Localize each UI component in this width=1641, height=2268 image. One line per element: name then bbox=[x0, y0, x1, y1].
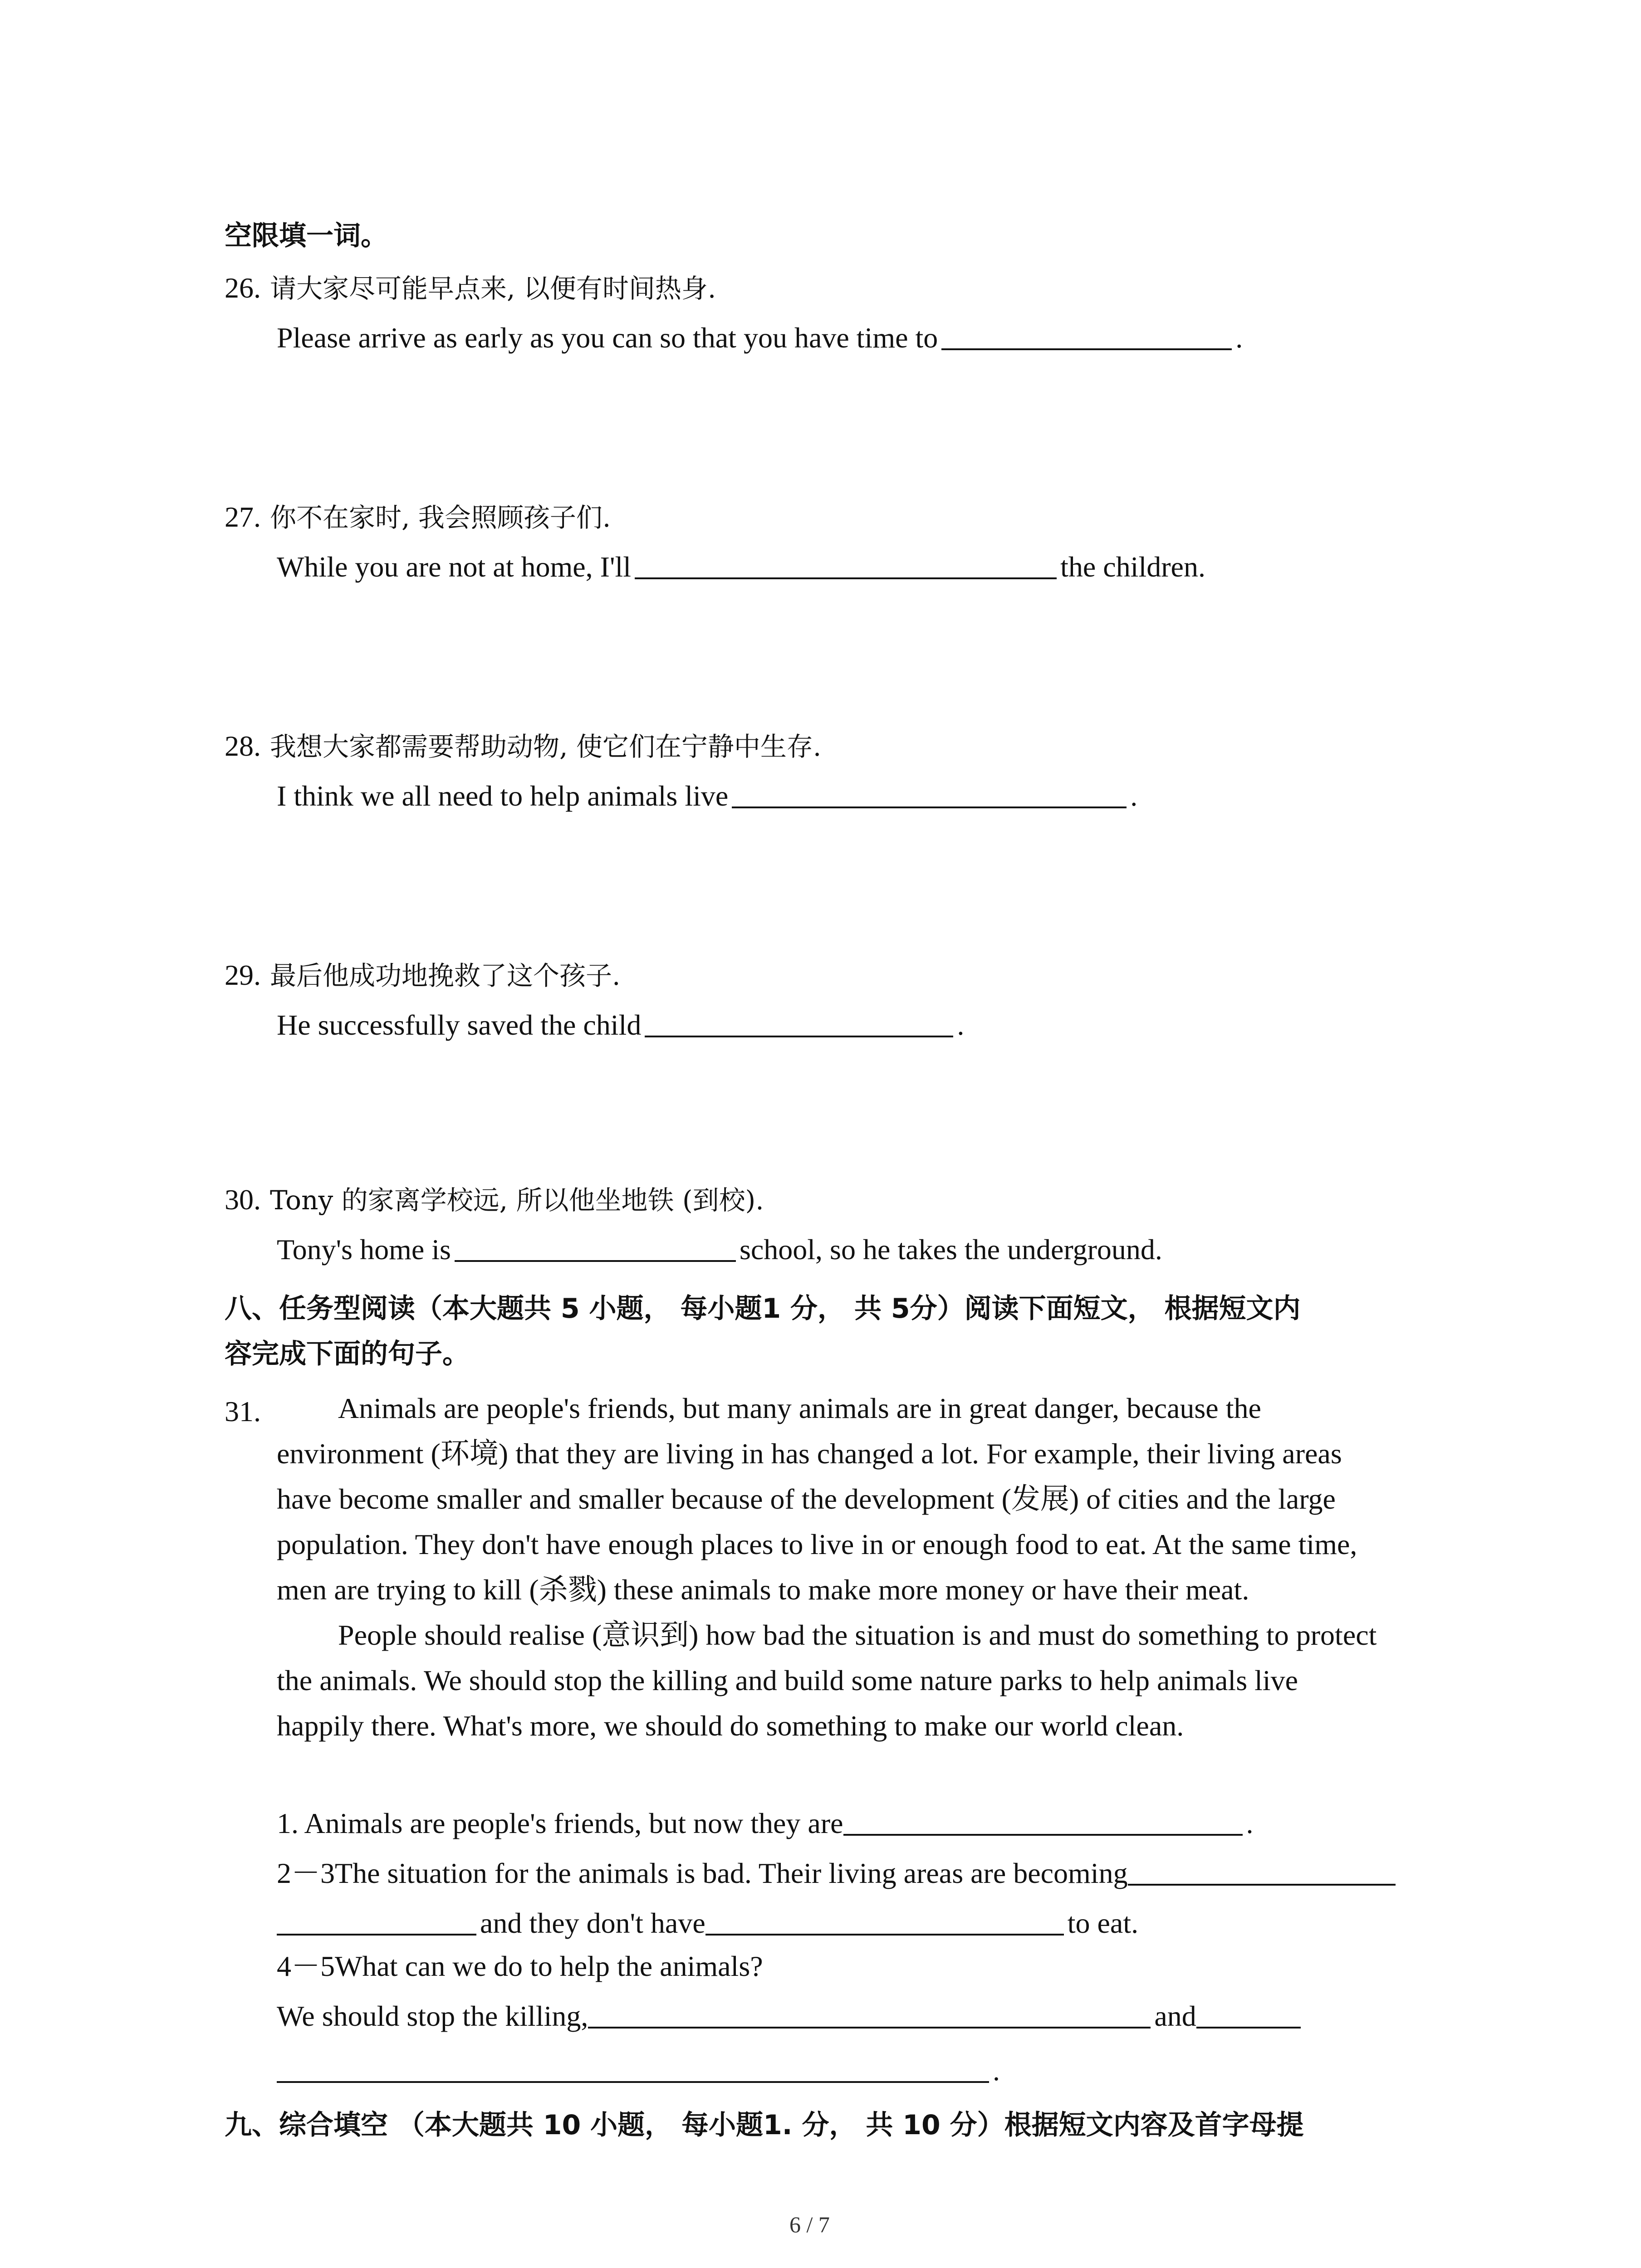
passage-line: men are trying to kill (杀戮) these animals to make more money or have their meat. bbox=[277, 1574, 1249, 1606]
question-28-prompt bbox=[225, 726, 821, 767]
chinese-sentence: 你不在家时, 我会照顾孩子们. bbox=[270, 502, 611, 533]
english-sentence-start: I think we all need to help animals live bbox=[277, 780, 729, 812]
question-31-number: 31. bbox=[225, 1395, 261, 1427]
section-intro: 空限填一词。 bbox=[225, 220, 388, 252]
answer-blank[interactable] bbox=[941, 347, 1232, 350]
english-sentence-start: He successfully saved the child bbox=[277, 1009, 642, 1041]
passage-line: the animals. We should stop the killing and build some nature parks to help animals live bbox=[277, 1664, 1298, 1696]
answer-blank[interactable] bbox=[843, 1832, 1243, 1836]
chinese-sentence: 请大家尽可能早点来, 以便有时间热身. bbox=[270, 273, 716, 304]
passage-line: environment (环境) that they are living in has changed a lot. For example, their living areas bbox=[277, 1437, 1342, 1470]
task-item-text: and bbox=[1154, 2000, 1196, 2032]
answer-blank[interactable] bbox=[277, 2079, 989, 2083]
task-item-text: and they don't have bbox=[480, 1907, 705, 1939]
task-item-4-5 bbox=[277, 1996, 1304, 2037]
task-item-end: to eat. bbox=[1067, 1907, 1139, 1939]
question-29-english bbox=[277, 1005, 964, 1046]
task-item-end: . bbox=[1246, 1807, 1254, 1839]
question-29-prompt bbox=[225, 955, 620, 996]
chinese-sentence: 最后他成功地挽救了这个孩子. bbox=[270, 960, 621, 991]
question-number: 29. bbox=[225, 959, 261, 991]
question-30-english bbox=[277, 1229, 1162, 1270]
passage-line: happily there. What's more, we should do something to make our world clean. bbox=[277, 1710, 1184, 1742]
english-sentence-start: Tony's home is bbox=[277, 1233, 451, 1266]
section-8-heading-line1: 八、任务型阅读（本大题共 5 小题， 每小题1 分， 共 5分）阅读下面短文， 根据短文内 bbox=[225, 1293, 1301, 1325]
page-number: 6 / 7 bbox=[789, 2212, 830, 2237]
english-sentence-end: . bbox=[1235, 322, 1243, 354]
task-item-2-3-continued bbox=[277, 1903, 1138, 1944]
task-item-2-3 bbox=[277, 1853, 1399, 1894]
english-sentence-end: school, so he takes the underground. bbox=[739, 1233, 1162, 1266]
task-item-text: 2－3The situation for the animals is bad. Their living areas are becoming bbox=[277, 1857, 1128, 1889]
question-26-english bbox=[277, 318, 1243, 358]
answer-blank[interactable] bbox=[455, 1258, 736, 1262]
chinese-sentence: 我想大家都需要帮助动物, 使它们在宁静中生存. bbox=[270, 731, 822, 762]
chinese-sentence: Tony 的家离学校远, 所以他坐地铁 (到校). bbox=[270, 1185, 764, 1216]
task-item-end: . bbox=[993, 2054, 1000, 2087]
answer-blank[interactable] bbox=[1128, 1882, 1396, 1886]
answer-blank[interactable] bbox=[705, 1932, 1064, 1936]
question-number: 30. bbox=[225, 1183, 261, 1216]
question-26-prompt bbox=[225, 268, 716, 309]
answer-blank[interactable] bbox=[645, 1034, 953, 1037]
english-sentence-end: . bbox=[957, 1009, 965, 1041]
task-item-1 bbox=[277, 1803, 1254, 1844]
question-28-english bbox=[277, 776, 1137, 816]
task-item-text: 1. Animals are people's friends, but now they are bbox=[277, 1807, 843, 1839]
answer-blank[interactable] bbox=[277, 1932, 476, 1936]
answer-blank[interactable] bbox=[588, 2025, 1151, 2028]
english-sentence-end: . bbox=[1130, 780, 1138, 812]
answer-blank[interactable] bbox=[635, 576, 1057, 579]
english-sentence-start: Please arrive as early as you can so that you have time to bbox=[277, 322, 938, 354]
question-30-prompt bbox=[225, 1179, 764, 1221]
passage-line: have become smaller and smaller because of the development (发展) of cities and the large bbox=[277, 1483, 1336, 1515]
passage-line: People should realise (意识到) how bad the situation is and must do something to protect bbox=[338, 1619, 1377, 1651]
question-number: 28. bbox=[225, 730, 261, 762]
english-sentence-end: the children. bbox=[1060, 551, 1205, 583]
passage-line: population. They don't have enough places to live in or enough food to eat. At the same time, bbox=[277, 1528, 1357, 1560]
task-item-text: We should stop the killing, bbox=[277, 2000, 588, 2032]
section-9-heading: 九、综合填空 （本大题共 10 小题， 每小题1. 分， 共 10 分）根据短文内容及首字母提 bbox=[225, 2109, 1304, 2141]
task-item-4-5-question bbox=[277, 1946, 763, 1987]
section-8-heading-line2: 容完成下面的句子。 bbox=[225, 1338, 470, 1370]
question-27-english bbox=[277, 547, 1205, 587]
question-27-prompt bbox=[225, 497, 611, 538]
answer-blank[interactable] bbox=[1196, 2025, 1301, 2028]
question-number: 26. bbox=[225, 272, 261, 304]
task-item-text: 4－5What can we do to help the animals? bbox=[277, 1950, 763, 1982]
task-item-4-5-continued bbox=[277, 2050, 1000, 2091]
answer-blank[interactable] bbox=[732, 805, 1127, 808]
english-sentence-start: While you are not at home, I'll bbox=[277, 551, 632, 583]
passage-line: Animals are people's friends, but many animals are in great danger, because the bbox=[338, 1392, 1261, 1424]
question-number: 27. bbox=[225, 501, 261, 533]
